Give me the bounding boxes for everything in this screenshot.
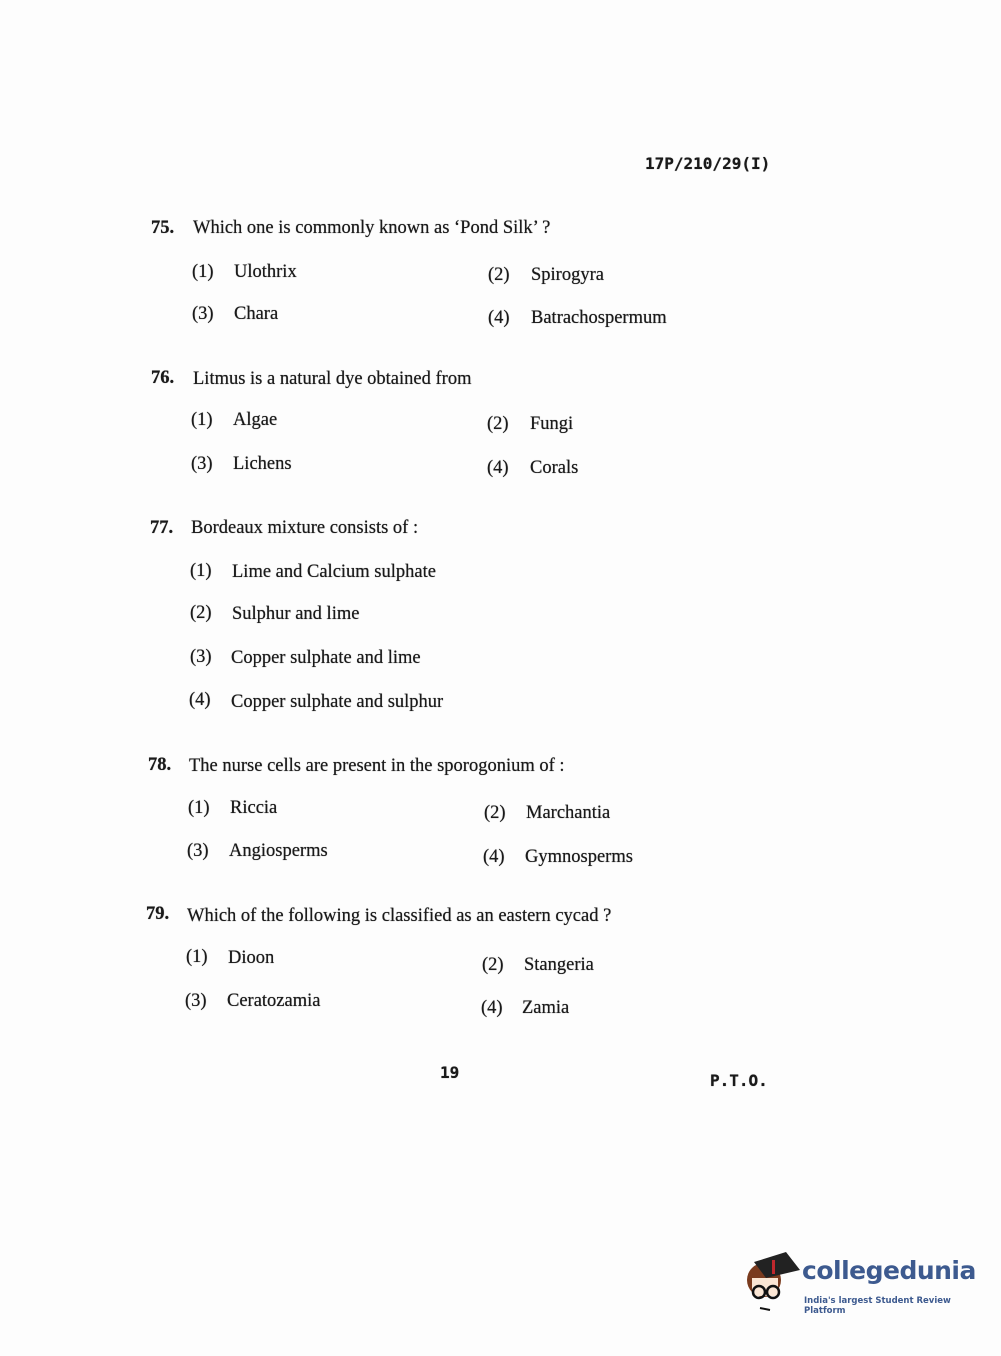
page-number: 19 <box>440 1063 460 1082</box>
option-number: (3) <box>185 991 207 1011</box>
option-text: Copper sulphate and lime <box>231 648 421 668</box>
option-number: (4) <box>487 458 509 478</box>
option-number: (1) <box>190 561 212 581</box>
option-text: Corals <box>530 458 579 478</box>
option-number: (2) <box>190 603 212 623</box>
question-number: 76. <box>151 368 175 388</box>
option-text: Zamia <box>522 998 570 1018</box>
option-number: (2) <box>484 803 506 823</box>
option-number: (2) <box>482 955 504 975</box>
question-number: 75. <box>151 218 175 238</box>
question-text: Which one is commonly known as ‘Pond Silk’ ? <box>193 218 551 238</box>
paper-code: 17P/210/29(I) <box>645 154 771 173</box>
question-number: 79. <box>146 904 170 924</box>
option-text: Marchantia <box>526 803 611 823</box>
option-text: Lichens <box>233 454 292 474</box>
question-text: The nurse cells are present in the sporogonium of : <box>189 756 565 776</box>
option-text: Stangeria <box>524 955 594 975</box>
option-number: (1) <box>191 410 213 430</box>
option-text: Copper sulphate and sulphur <box>231 692 444 712</box>
option-text: Riccia <box>230 798 278 818</box>
option-number: (4) <box>483 847 505 867</box>
option-number: (3) <box>191 454 213 474</box>
pto-label: P.T.O. <box>710 1071 768 1090</box>
option-number: (2) <box>487 414 509 434</box>
option-number: (1) <box>188 798 210 818</box>
question-number: 77. <box>150 518 174 538</box>
collegedunia-logo <box>742 1250 976 1320</box>
option-number: (4) <box>488 308 510 328</box>
option-text: Algae <box>233 410 278 430</box>
option-number: (3) <box>190 647 212 667</box>
option-text: Ceratozamia <box>227 991 321 1011</box>
option-number: (2) <box>488 265 510 285</box>
option-text: Batrachospermum <box>531 308 667 328</box>
option-text: Lime and Calcium sulphate <box>232 562 436 582</box>
logo-brand: collegedunia <box>802 1256 976 1285</box>
option-number: (1) <box>186 947 208 967</box>
option-number: (4) <box>189 690 211 710</box>
option-number: (3) <box>192 304 214 324</box>
option-number: (1) <box>192 262 214 282</box>
option-text: Dioon <box>228 948 275 968</box>
option-text: Gymnosperms <box>525 847 633 867</box>
option-number: (3) <box>187 841 209 861</box>
question-text: Which of the following is classified as an eastern cycad ? <box>187 906 612 926</box>
mascot-icon <box>742 1250 800 1316</box>
option-text: Sulphur and lime <box>232 604 360 624</box>
option-number: (4) <box>481 998 503 1018</box>
question-text: Bordeaux mixture consists of : <box>191 518 419 538</box>
question-number: 78. <box>148 755 172 775</box>
option-text: Angiosperms <box>229 841 328 861</box>
option-text: Chara <box>234 304 279 324</box>
question-text: Litmus is a natural dye obtained from <box>193 369 472 389</box>
logo-tagline: India's largest Student Review Platform <box>804 1296 951 1316</box>
option-text: Fungi <box>530 414 574 434</box>
option-text: Spirogyra <box>531 265 604 285</box>
option-text: Ulothrix <box>234 262 297 282</box>
